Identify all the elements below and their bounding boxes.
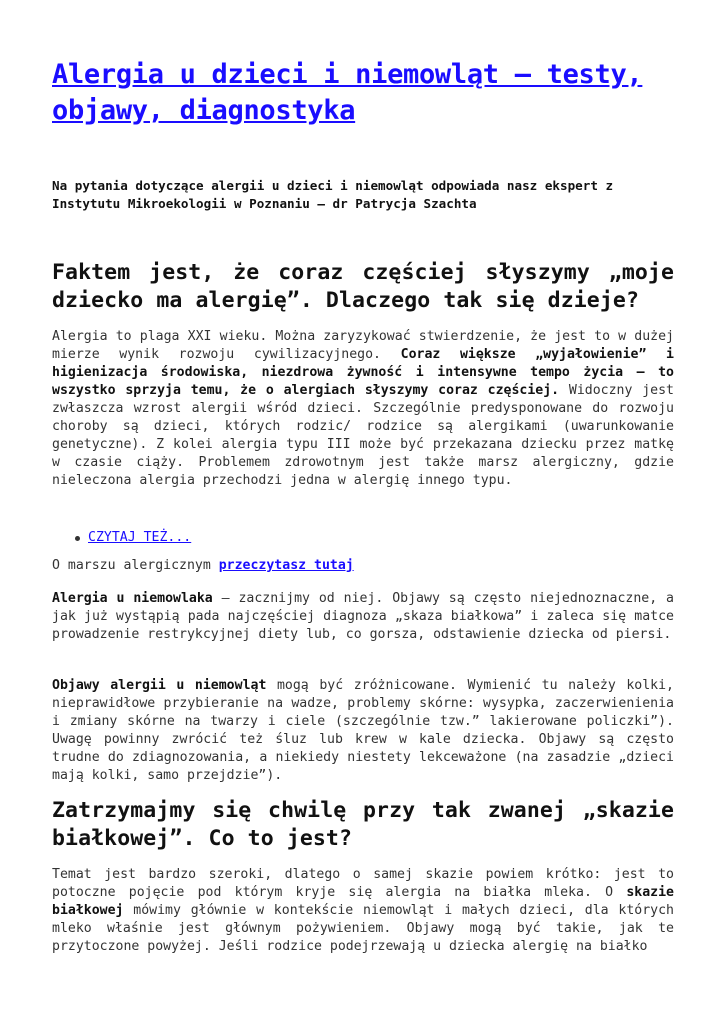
paragraph-4 <box>52 677 674 785</box>
paragraph-3-text: – zacznijmy od niej. Objawy są często niejednoznaczne, a jak już wystąpią pada najczęściej diagnoza „skaza białkowa” i zaleca się matce prowadzenie restrykcyjnej diety lub, co gorsza, odstawienie dziecka od piersi. <box>52 591 674 642</box>
paragraph-5-bold: skazie białkowej <box>52 885 674 918</box>
section-heading-2: Zatrzymajmy się chwilę przy tak zwanej „skazie białkowej”. Co to jest? <box>52 798 674 851</box>
paragraph-4-text: mogą być zróżnicowane. Wymienić tu należy kolki, nieprawidłowe przybieranie na wadze, problemy skórne: wysypka, zaczerwienienia i zmiany skórne na twarzy i ciele (szczególnie tzw.” lakierowane policzki”). Uwagę powinny zwrócić też śluz lub krew w kale dziecka. Objawy są często trudne do zdiagnozowania, a niekiedy niestety lekceważone (na zasadzie „dzieci mają kolki, samo przejdzie”). <box>52 678 674 783</box>
read-also-list <box>72 529 191 547</box>
article-title-link[interactable]: Alergia u dzieci i niemowląt – testy, objawy, diagnostyka <box>52 59 643 126</box>
paragraph-2 <box>52 557 674 575</box>
list-item <box>72 529 191 547</box>
article-lead: Na pytania dotyczące alergii u dzieci i niemowląt odpowiada nasz ekspert z Instytutu Mikroekologii w Poznaniu – dr Patrycja Szachta <box>52 178 614 211</box>
paragraph-5-intro: Temat jest bardzo szeroki, dlatego o samej skazie powiem krótko: jest to potoczne pojęcie pod którym kryje się alergia na białka mleka. O <box>52 867 674 900</box>
paragraph-1-rest: Widoczny jest zwłaszcza wzrost alergii wśród dzieci. Szczególnie predysponowane do rozwoju choroby są dzieci, których rodzic/ rodzice są alergikami (uwarunkowanie genetyczne). Z kolei alergia typu III może być przekazana dziecku przez matkę w czasie ciąży. Problemem zdrowotnym jest także marsz alergiczny, gdzie nieleczona alergia przechodzi jedna w alergię innego typu. <box>52 383 674 488</box>
paragraph-2-text: O marszu alergicznym <box>52 558 219 573</box>
paragraph-3-bold: Alergia u niemowlaka <box>52 591 213 606</box>
paragraph-1-bold: Coraz większe „wyjałowienie” i higienizacja środowiska, niezdrowa żywność i intensywne tempo życia – to wszystko sprzyja temu, że o alergiach słyszymy coraz częściej. <box>52 347 675 398</box>
paragraph-1 <box>52 328 674 490</box>
paragraph-4-bold: Objawy alergii u niemowląt <box>52 678 267 693</box>
paragraph-5 <box>52 866 674 956</box>
paragraph-5-rest: mówimy głównie w kontekście niemowląt i małych dzieci, dla których mleko właśnie jest głównym pożywieniem. Objawy mogą być takie, jak te przytoczone powyżej. Jeśli rodzice podejrzewają u dziecka alergię na białko <box>52 903 674 954</box>
read-also-link[interactable]: CZYTAJ TEŻ... <box>88 530 192 545</box>
section-heading-1: Faktem jest, że coraz częściej słyszymy „moje dziecko ma alergię”. Dlaczego tak się dzieje? <box>52 260 674 313</box>
read-here-link[interactable]: przeczytasz tutaj <box>218 558 354 573</box>
paragraph-3 <box>52 590 674 644</box>
paragraph-1-intro: Alergia to plaga XXI wieku. Można zaryzykować stwierdzenie, że jest to w dużej mierze wynik rozwoju cywilizacyjnego. <box>52 329 674 362</box>
